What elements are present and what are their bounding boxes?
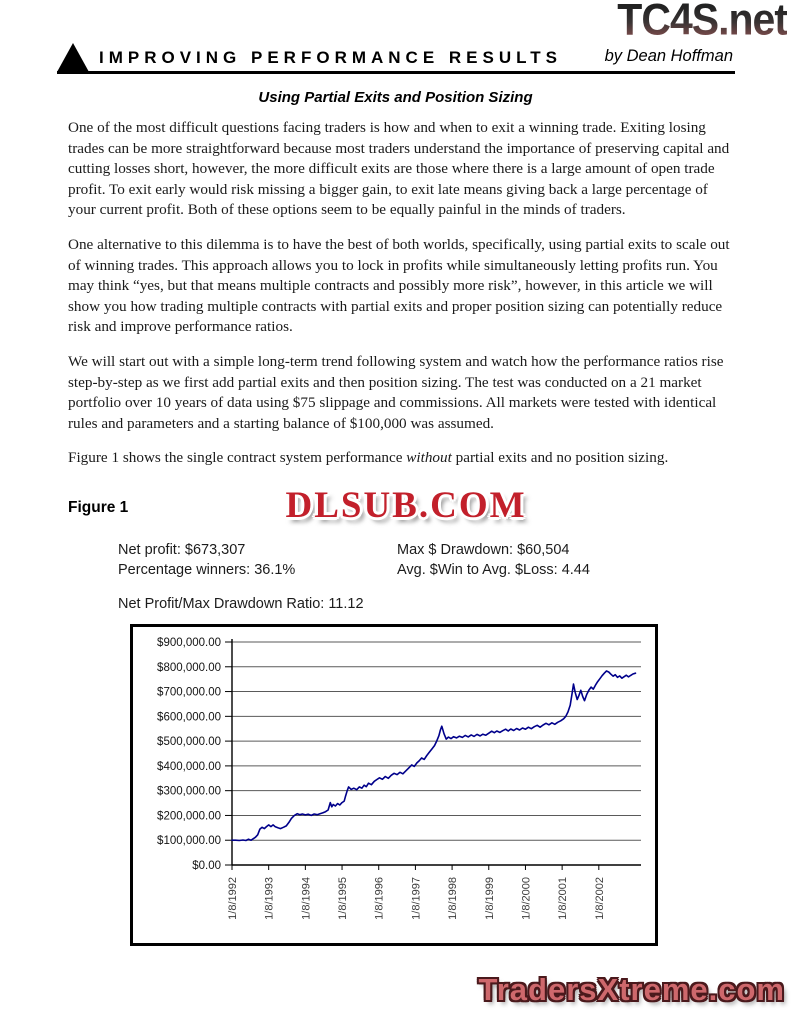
stat-percentage-winners: Percentage winners: 36.1%: [118, 562, 296, 578]
svg-text:$0.00: $0.00: [192, 860, 221, 872]
equity-chart-svg: [133, 627, 649, 937]
dlsub-watermark[interactable]: DLSUB.COM: [285, 485, 527, 526]
stats-right: [397, 540, 590, 580]
svg-text:1/8/1999: 1/8/1999: [483, 877, 496, 920]
svg-text:$800,000.00: $800,000.00: [157, 661, 221, 674]
figure-label: Figure 1: [68, 499, 129, 516]
svg-text:$400,000.00: $400,000.00: [157, 760, 221, 773]
paragraph-2: One alternative to this dilemma is to have the best of both worlds, specifically, using partial exits to scale out of winning trades. This approach allows you to lock in profits while simultaneously letting profits run. You may think “yes, but that means multiple contracts and possibly more risk”, however, in this article we will show you how trading multiple contracts with partial exits and proper position sizing can potentially reduce risk and improve performance ratios.: [68, 235, 730, 336]
svg-text:1/8/1993: 1/8/1993: [263, 877, 276, 920]
figure-intro: Figure 1 shows the single contract system performance without partial exits and no position sizing.: [68, 449, 669, 467]
stat-max-drawdown: Max $ Drawdown: $60,504: [397, 542, 570, 558]
equity-curve-chart: [130, 624, 658, 946]
stat-profit-drawdown-ratio: Net Profit/Max Drawdown Ratio: 11.12: [118, 596, 364, 612]
svg-text:1/8/1998: 1/8/1998: [447, 877, 460, 920]
svg-text:1/8/1996: 1/8/1996: [373, 877, 386, 920]
svg-text:1/8/2001: 1/8/2001: [557, 877, 570, 920]
byline: by Dean Hoffman: [604, 47, 733, 65]
svg-text:$300,000.00: $300,000.00: [157, 785, 221, 798]
triangle-icon: [57, 43, 89, 72]
svg-text:$600,000.00: $600,000.00: [157, 711, 221, 724]
article-body: [68, 118, 738, 483]
svg-text:$500,000.00: $500,000.00: [157, 736, 221, 749]
paragraph-1: One of the most difficult questions facing traders is how and when to exit a winning trade. Exiting losing trades can be more straightforward because most traders understand the importance of preserving capital and cutting losses short, however, the more difficult exits are those where there is a large amount of open trade profit. To exit early would risk missing a bigger gain, to exit late means giving back a large percentage of your current profit. Both of these options seem to be equally painful in the minds of traders.: [68, 119, 730, 219]
article-title: Using Partial Exits and Position Sizing: [258, 89, 533, 106]
svg-text:1/8/1992: 1/8/1992: [227, 877, 239, 920]
svg-text:$900,000.00: $900,000.00: [157, 637, 221, 649]
page-title: IMPROVING PERFORMANCE RESULTS: [99, 48, 562, 67]
header-rule: [57, 71, 735, 74]
stat-avg-win-loss: Avg. $Win to Avg. $Loss: 4.44: [397, 562, 590, 578]
tradersxtreme-logo[interactable]: TradersXtreme.com: [478, 972, 785, 1007]
svg-text:1/8/1997: 1/8/1997: [410, 877, 423, 920]
svg-text:1/8/2000: 1/8/2000: [520, 877, 533, 920]
svg-text:$700,000.00: $700,000.00: [157, 686, 221, 699]
tc4s-logo[interactable]: TC4S.net: [617, 0, 787, 45]
svg-text:$200,000.00: $200,000.00: [157, 810, 221, 823]
stats-left: [118, 540, 295, 580]
paragraph-3: We will start out with a simple long-term trend following system and watch how the performance ratios rise step-by-step as we first add partial exits and then position sizing. The test was conducted on a 21 market portfolio over 10 years of data using $75 slippage and commissions. All markets were tested with identical rules and parameters and a starting balance of $100,000 was assumed.: [68, 352, 724, 432]
svg-text:1/8/1995: 1/8/1995: [337, 877, 350, 920]
svg-text:1/8/2002: 1/8/2002: [593, 877, 606, 920]
svg-text:$100,000.00: $100,000.00: [157, 835, 221, 848]
stat-net-profit: Net profit: $673,307: [118, 542, 246, 558]
svg-text:1/8/1994: 1/8/1994: [300, 877, 313, 920]
